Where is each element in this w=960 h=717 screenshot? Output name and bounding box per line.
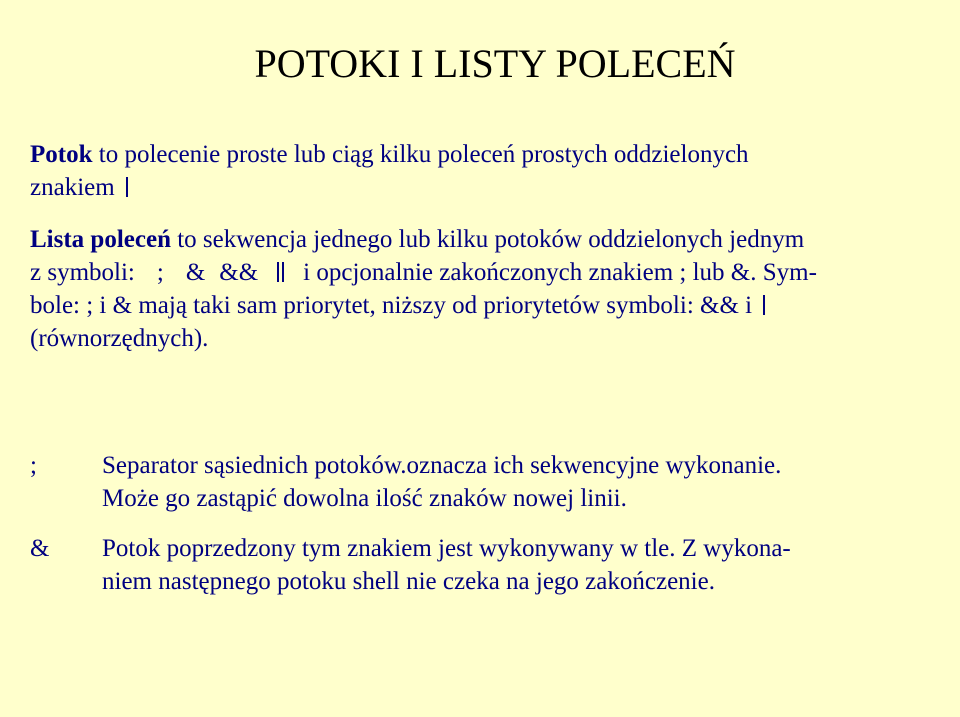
lista-text-2: z symboli: xyxy=(30,259,135,286)
pipe-symbol xyxy=(126,177,128,197)
separator-line-2: Może go zastąpić dowolna ilość znaków nowej linii. xyxy=(102,485,627,512)
lista-text-3: i opcjonalnie zakończonych znakiem ; lub &. Sym- xyxy=(303,259,817,286)
lista-text-4: bole: ; i & mają taki sam priorytet, niższy od priorytetów symboli: && i xyxy=(30,292,753,319)
lista-term: Lista poleceń xyxy=(30,226,171,253)
or-symbol-4 xyxy=(763,295,765,315)
separator-line-1: Separator sąsiednich potoków.oznacza ich sekwencyjne wykonanie. xyxy=(102,452,782,479)
separator-line-1: Potok poprzedzony tym znakiem jest wykonywany w tle. Z wykona- xyxy=(102,535,791,562)
page-title: POTOKI I LISTY POLECEŃ xyxy=(254,41,736,86)
lista-sym-2: & xyxy=(185,259,206,286)
separator-description xyxy=(102,449,930,515)
lista-sym-3: && xyxy=(219,259,259,286)
lista-sym-1: ; xyxy=(156,259,164,286)
potok-term: Potok xyxy=(30,141,93,168)
potok-text-1: to polecenie proste lub ciąg kilku poleceń prostych oddzielonych xyxy=(92,141,749,168)
or-symbol xyxy=(277,262,279,282)
separator-symbol: & xyxy=(30,535,50,562)
potok-text-2: znakiem xyxy=(30,174,115,201)
potok-definition xyxy=(30,138,930,204)
separator-line-2: niem następnego potoku shell nie czeka na jego zakończenie. xyxy=(102,568,715,595)
separator-description xyxy=(102,532,930,598)
or-symbol-2 xyxy=(282,262,284,282)
lista-text-5: (równorzędnych). xyxy=(30,325,209,352)
separator-symbol: ; xyxy=(30,452,37,479)
lista-definition xyxy=(30,223,930,355)
lista-text-1: to sekwencja jednego lub kilku potoków oddzielonych jednym xyxy=(170,226,805,253)
